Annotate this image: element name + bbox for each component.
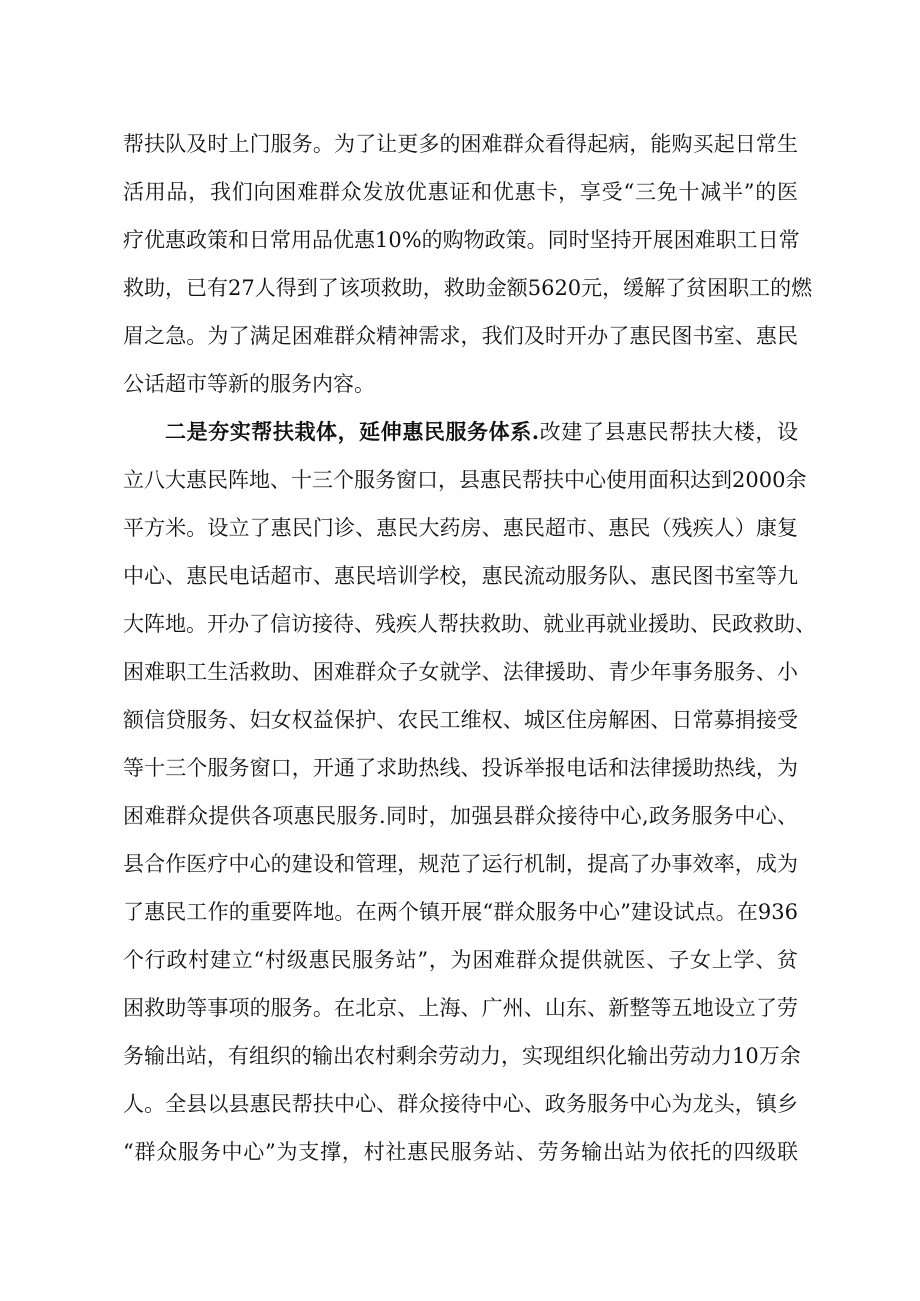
paragraph-lead-text: 改建了县惠民帮扶大楼，设 — [539, 420, 798, 444]
text-line: 困难群众提供各项惠民服务.同时，加强县群众接待中心,政务服务中心、 — [123, 804, 798, 828]
text-line: 平方米。设立了惠民门诊、惠民大药房、惠民超市、惠民（残疾人）康复 — [123, 516, 798, 540]
text-line: 救助，已有27人得到了该项救助，救助金额5620元，缓解了贫困职工的燃 — [123, 276, 813, 300]
text-line: 疗优惠政策和日常用品优惠10%的购物政策。同时坚持开展困难职工日常 — [123, 228, 800, 252]
text-line: 大阵地。开办了信访接待、残疾人帮扶救助、就业再就业援助、民政救助、 — [123, 612, 816, 636]
paragraph-lead-line — [165, 412, 798, 452]
text-line: 了惠民工作的重要阵地。在两个镇开展“群众服务中心”建设试点。在936 — [123, 900, 798, 924]
text-line: 立八大惠民阵地、十三个服务窗口，县惠民帮扶中心使用面积达到2000余 — [123, 468, 807, 492]
text-line: 务输出站，有组织的输出农村剩余劳动力，实现组织化输出劳动力10万余 — [123, 1044, 801, 1068]
text-line: 困难职工生活救助、困难群众子女就学、法律援助、青少年事务服务、小 — [123, 660, 798, 684]
text-line: 额信贷服务、妇女权益保护、农民工维权、城区住房解困、日常募捐接受 — [123, 708, 798, 732]
paragraph-heading: 二是夯实帮扶栽体，延伸惠民服务体系. — [165, 419, 540, 444]
text-line: 人。全县以县惠民帮扶中心、群众接待中心、政务服务中心为龙头，镇乡 — [123, 1092, 798, 1116]
text-line: 等十三个服务窗口，开通了求助热线、投诉举报电话和法律援助热线，为 — [123, 756, 798, 780]
text-line: “群众服务中心”为支撑，村社惠民服务站、劳务输出站为依托的四级联 — [123, 1140, 798, 1164]
text-line: 县合作医疗中心的建设和管理，规范了运行机制，提高了办事效率，成为 — [123, 852, 798, 876]
text-line: 个行政村建立“村级惠民服务站”，为困难群众提供就医、子女上学、贫 — [123, 948, 798, 972]
text-line: 眉之急。为了满足困难群众精神需求，我们及时开办了惠民图书室、惠民 — [123, 324, 798, 348]
text-line: 困救助等事项的服务。在北京、上海、广州、山东、新整等五地设立了劳 — [123, 996, 798, 1020]
text-line: 活用品，我们向困难群众发放优惠证和优惠卡，享受“三免十减半”的医 — [123, 180, 798, 204]
text-line: 公话超市等新的服务内容。 — [123, 372, 375, 396]
text-line: 帮扶队及时上门服务。为了让更多的困难群众看得起病，能购买起日常生 — [123, 132, 798, 156]
text-line: 中心、惠民电话超市、惠民培训学校，惠民流动服务队、惠民图书室等九 — [123, 564, 798, 588]
